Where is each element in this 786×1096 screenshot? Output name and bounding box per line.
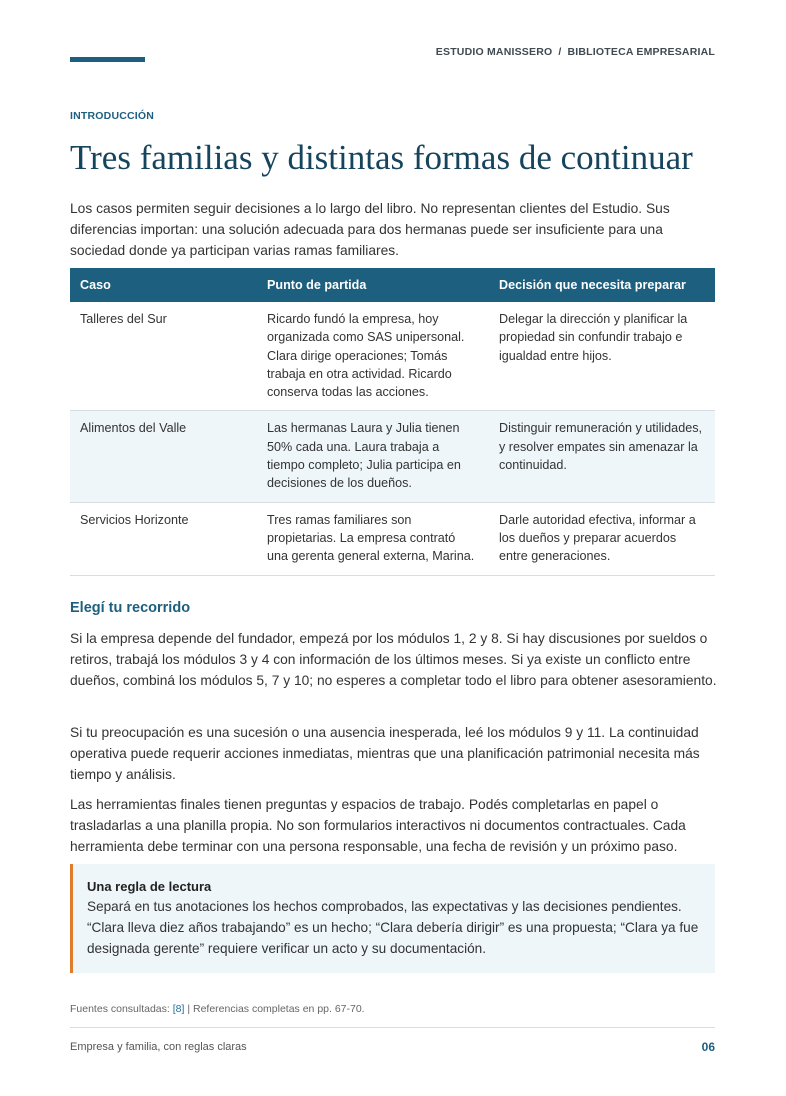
sources-full-references: Referencias completas en pp. 67-70. [193,1003,365,1015]
breadcrumb-library: BIBLIOTECA EMPRESARIAL [567,46,715,58]
page-number: 06 [701,1040,715,1054]
source-reference-link[interactable]: [8] [172,1003,185,1015]
cell-case: Alimentos del Valle [70,411,257,502]
footer-divider [70,1027,715,1028]
breadcrumb [436,46,715,58]
column-header-case: Caso [70,268,257,302]
table-row [70,411,715,502]
cell-decision: Distinguir remuneración y utilidades, y resolver empates sin amenazar la continuidad. [489,411,715,502]
cases-table [70,268,715,576]
table-row [70,302,715,411]
cell-start: Las hermanas Laura y Julia tienen 50% cada una. Laura trabaja a tiempo completo; Julia participa en decisiones de los dueños. [257,411,489,502]
cell-start: Tres ramas familiares son propietarias. La empresa contrató una gerenta general externa, Marina. [257,502,489,575]
table-header-row [70,268,715,302]
sources-label: Fuentes consultadas: [70,1003,170,1015]
cell-case: Talleres del Sur [70,302,257,411]
page-title: Tres familias y distintas formas de continuar [70,138,693,177]
cell-decision: Delegar la dirección y planificar la propiedad sin confundir trabajo e igualdad entre hijos. [489,302,715,411]
callout-title: Una regla de lectura [87,879,212,894]
route-paragraph-1: Si la empresa depende del fundador, empezá por los módulos 1, 2 y 8. Si hay discusiones por sueldos o retiros, trabajá los módulos 3 y 4 con información de los últimos meses. Si ya existe un conflicto entre dueños, combiná los módulos 5, 7 y 10; no esperes a completar todo el libro para obtener asesoramiento. [70,631,717,688]
intro-paragraph: Los casos permiten seguir decisiones a lo largo del libro. No representan clientes del Estudio. Sus diferencias importan: una solución adecuada para dos hermanas puede ser insuficiente para una sociedad donde ya participan varias ramas familiares. [70,201,670,258]
header-accent-bar [70,57,145,62]
breadcrumb-studio: ESTUDIO MANISSERO [435,46,553,58]
route-heading: Elegí tu recorrido [70,600,191,616]
cell-decision: Darle autoridad efectiva, informar a los dueños y preparar acuerdos entre generaciones. [489,502,715,575]
breadcrumb-separator: / [558,46,562,58]
footer-book-title: Empresa y familia, con reglas claras [70,1041,247,1053]
section-label: INTRODUCCIÓN [70,110,155,122]
route-paragraph-3: Las herramientas finales tienen preguntas y espacios de trabajo. Podés completarlas en papel o trasladarlas a una planilla propia. No son formularios interactivos ni documentos contractuales. Cada herramienta debe terminar con una persona responsable, una fecha de revisión y un próximo paso. [70,797,686,854]
callout-body: Separá en tus anotaciones los hechos comprobados, las expectativas y las decisiones pendientes. “Clara lleva diez años trabajando” es un hecho; “Clara debería dirigir” es una propuesta; “Clara ya fue designada gerente” requiere verificar un acto y su documentación. [87,899,699,956]
reading-rule-callout [70,864,715,973]
cell-case: Servicios Horizonte [70,502,257,575]
cell-start: Ricardo fundó la empresa, hoy organizada como SAS unipersonal. Clara dirige operaciones; Tomás trabaja en otra actividad. Ricardo conserva todas las acciones. [257,302,489,411]
column-header-decision: Decisión que necesita preparar [489,268,715,302]
sources-note [70,1003,365,1015]
route-paragraph-2: Si tu preocupación es una sucesión o una ausencia inesperada, leé los módulos 9 y 11. La continuidad operativa puede requerir acciones inmediatas, mientras que una planificación patrimonial necesita más tiempo y análisis. [70,725,700,782]
table-row [70,502,715,575]
sources-separator: | [187,1003,191,1015]
column-header-start: Punto de partida [257,268,489,302]
